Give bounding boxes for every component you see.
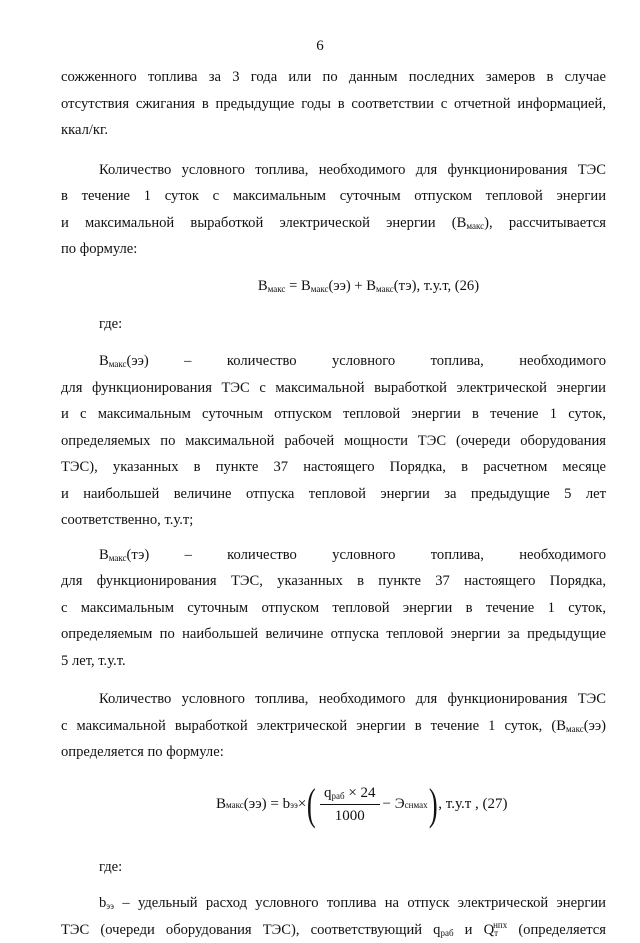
where-label: где: — [61, 311, 606, 338]
text-line: определяемым по наибольшей величине отпуска тепловой энергии за предыдущие — [61, 621, 606, 648]
text-line: с максимальным суточным отпуском тепловой энергии в течение 1 суток, — [61, 595, 606, 622]
text-line: определяется по формуле: — [61, 739, 606, 766]
definition-b-ee — [61, 890, 606, 943]
text-line: $B_{макс}(ээ)$ – количество условного топлива, необходимого — [61, 348, 606, 375]
text-line: определяемых по максимальной рабочей мощности ТЭС (очереди оборудования — [61, 428, 606, 455]
text-line: ккал/кг. — [61, 117, 606, 144]
text-line: $b_{ээ}$ – удельный расход условного топлива на отпуск электрической энергии — [61, 890, 606, 917]
left-paren: ( — [307, 783, 316, 827]
definition-b-max-ee — [61, 348, 606, 534]
text-line: для функционирования ТЭС, указанных в пункте 37 настоящего Порядка, — [61, 568, 606, 595]
text-line: по формуле: — [61, 236, 606, 263]
text-line: в течение 1 суток с максимальным суточным отпуском тепловой энергии — [61, 183, 606, 210]
formula-27: B макс (ээ) = b ээ × ( $\frac{q_{раб} \times 24}{1000}$ − Э снмах ) , т.у.т , (27) — [61, 774, 606, 836]
paragraph-max-ee — [61, 686, 606, 766]
text-line: и с максимальным суточным отпуском тепловой энергии в течение 1 суток, — [61, 401, 606, 428]
text-line: сожженного топлива за 3 года или по данным последних замеров в случае — [61, 64, 606, 91]
page-number: 6 — [0, 38, 640, 55]
formula-26: $B_{макс} = B_{макс}(ээ) + B_{макс}(тэ)$, т.у.т, (26) — [61, 273, 606, 299]
text-line: ТЭС), указанных в пункте 37 настоящего Порядка, в расчетном месяце — [61, 454, 606, 481]
document-body — [61, 64, 606, 943]
text-line: и максимальной выработкой электрической энергии $(B_{макс})$, рассчитывается — [61, 210, 606, 237]
text-line: и наибольшей величине отпуска тепловой энергии за предыдущие 5 лет — [61, 481, 606, 508]
text-line: 5 лет, т.у.т. — [61, 648, 606, 675]
fraction: $\frac{q_{раб} \times 24}{1000}$ — [320, 785, 380, 825]
text-line: Количество условного топлива, необходимого для функционирования ТЭС — [61, 686, 606, 713]
text-line: Количество условного топлива, необходимого для функционирования ТЭС — [61, 157, 606, 184]
text-line: ТЭС (очереди оборудования ТЭС), соответствующий $q_{раб}$ и $Q_т^{нпх}$ (определяется — [61, 917, 606, 943]
definition-b-max-te — [61, 542, 606, 675]
right-paren: ) — [429, 783, 438, 827]
paragraph-max-fuel — [61, 157, 606, 263]
text-line: для функционирования ТЭС с максимальной выработкой электрической энергии — [61, 375, 606, 402]
text-line: $B_{макс}(тэ)$ – количество условного топлива, необходимого — [61, 542, 606, 569]
where-label: где: — [61, 854, 606, 881]
text-line: с максимальной выработкой электрической энергии в течение 1 суток, ($B_{макс}(ээ)$ — [61, 713, 606, 740]
paragraph-fuel-heat — [61, 64, 606, 144]
text-line: отсутствия сжигания в предыдущие годы в соответствии с отчетной информацией, — [61, 91, 606, 118]
text-line: соответственно, т.у.т; — [61, 507, 606, 534]
